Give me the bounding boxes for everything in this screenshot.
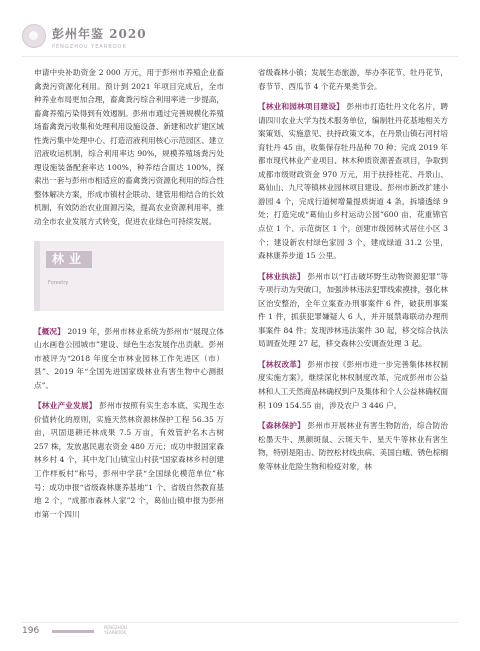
page-header	[0, 0, 480, 60]
paragraph-heading: 【森林保护】	[258, 421, 305, 431]
section-title-en: Forestry	[48, 279, 69, 286]
footer-yearbook-line-2: YEARBOOK	[104, 630, 127, 635]
paragraph-gap	[34, 392, 224, 399]
footer-yearbook-mark	[104, 625, 127, 635]
right-paragraph-1: 省级森林小镇；发展生态旅游，举办李花节、牡丹花节，春节节、西瓜节 4 个花卉果类节会。	[258, 68, 448, 91]
paragraph-gap	[258, 263, 448, 270]
section-title: 林业	[46, 251, 92, 269]
footer-accent-bar	[52, 630, 94, 633]
section-banner-forestry	[34, 241, 224, 311]
paragraph-heading: 【林权改革】	[258, 359, 305, 369]
paragraph-project-construction	[258, 100, 448, 263]
yearbook-title: 彭州年鉴 2020	[52, 27, 147, 41]
paragraph-text: 彭州市开展林业有害生物防治，综合防治松墨天牛、黑颜斑鼠、云斑天牛、星天牛等林业有害生物，特别是阻击、防控松材线虫病、美国白蛾、锈色棕榈象等林业危险生物和检疫对象，林	[258, 421, 449, 471]
paragraph-forest-protection	[258, 419, 448, 473]
page-number: 196	[22, 626, 40, 636]
paragraph-forestry-industry	[34, 399, 224, 521]
paragraph-heading: 【概况】	[34, 326, 65, 336]
section-banner-bar	[34, 241, 40, 311]
left-paragraph-1: 申请中央补助资金 2 000 万元，用于彭州市养殖企业畜禽粪污资源化利用。预计到 2021 年项目完成后，全市种养业布局更加合理，畜禽粪污综合利用率进一步提高，畜禽养殖污染得到有效遏制。彭州市通过完善规模化养殖场畜禽粪污收集和处理利用设施设备、新建和改扩建区域性粪污集中处理中心、打造沼液利用核心示范园区、建立沼液收运机制，综合利用率达 90%，规模养殖场粪污处理设施装备配套率达 100%，种养结合面达 100%，探索出一套与彭州市相适应的畜禽粪污资源化利用的综合性整体解决方案，形成市镇村企联动、建管用相结合的长效机制，有效防治农业面源污染，提高农业资源利用率，推动全市农业发展方式转变，促进农业绿色可持续发展。	[34, 68, 224, 227]
paragraph-gap	[258, 93, 448, 100]
paragraph-overview	[34, 325, 224, 393]
paragraph-text: 彭州市以“打击破坏野生动物资源犯罪”等专项行动为突破口，加强涉林违法犯罪线索摸排，强化林区治安整治，全年立案查办刑事案件 6 件，破获刑事案件 1 件，抓获犯罪嫌疑人 6 人，并开展禁毒联动办理刑事案件 84 件；发现涉林违法案件 30 起，移交综合执法局调查处理 27 起，移交森林公安调查处理 3 起。	[258, 271, 449, 349]
paragraph-forest-rights-reform	[258, 358, 448, 412]
paragraph-text: 彭州市打造牡丹文化名片，聘请四川农业大学为技术服务单位，编制牡丹花基地相关方案策划、实施意见、扶持政策文本，在丹景山镇石河村培育牡丹 45 亩，收集保存牡丹品种 70 种；完成 2019 年都市现代林业产业项目、林木种质资源普查项目，争取到成都市级财政资金 970 万元，用于扶持桂花、丹景山、葛仙山、九尺等镇林业园林项目建设。彭州市新改扩建小游园 4 个，完成行道树增量提质街道 4 条，拆墙透绿 9 处；打造完成“葛仙山乡村运动公园”600 亩、花重锦官点位 1 个、示范街区 1 个，创建市级园林式居住小区 3 个；建设新农村绿色家园 3 个，建成绿道 31.2 公里，森林康养步道 15 公里。	[258, 102, 449, 261]
footer-divider	[22, 622, 458, 623]
yearbook-subtitle: PENGZHOU YEARBOOK	[52, 44, 127, 50]
paragraph-heading: 【林业执法】	[258, 271, 305, 281]
paragraph-heading: 【林业产业发展】	[34, 401, 97, 411]
paragraph-law-enforcement	[258, 270, 448, 351]
right-column	[258, 66, 448, 473]
yearbook-logo-icon	[22, 24, 46, 48]
header-divider	[22, 56, 458, 57]
paragraph-heading: 【林业和园林项目建设】	[258, 102, 344, 112]
paragraph-text: 彭州市按照有实生态本底、实现生态价值转化的原则，实施天然林资源林保护工程 56.35 万亩，巩固退耕还林成果 7.5 万亩，有效管护名木古树 257 株，发放惠民惠农资金 480 万元；成功申报国家森林乡村 4 个，其中龙门山镇宝山村获“国家森林乡村创建工作样板村”称号，彭州中学获“全国绿化模范单位”称号；成功申报“省级森林康养基地”1 个、省级自然教育基地 2 个，“成都市森林人家”2 个，葛仙山镇申报为彭州市第一个四川	[34, 401, 225, 519]
footer-yearbook-line-1: PENGZHOU	[104, 625, 127, 630]
paragraph-text: 彭州市按《彭州市进一步完善集体林权制度实施方案》，继续深化林权制度改革，完成彭州市公益林和人工天然商品林确权到户及集体和个人公益林确权面积 109 154.55 亩，涉及农户 3 446 户。	[258, 359, 449, 410]
paragraph-gap	[258, 351, 448, 358]
paragraph-gap	[258, 412, 448, 419]
left-column	[34, 66, 224, 521]
page-footer	[22, 622, 458, 640]
paragraph-text: 2019 年，彭州市林业系统为彭州市“展现立体山水画卷公园城市”建设、绿色生态发展作出贡献。彭州市被评为“2018 年度全市林业园林工作先进区（市）县”、2019 年“全国先进国家级林业有害生物中心测报点”。	[34, 326, 225, 390]
